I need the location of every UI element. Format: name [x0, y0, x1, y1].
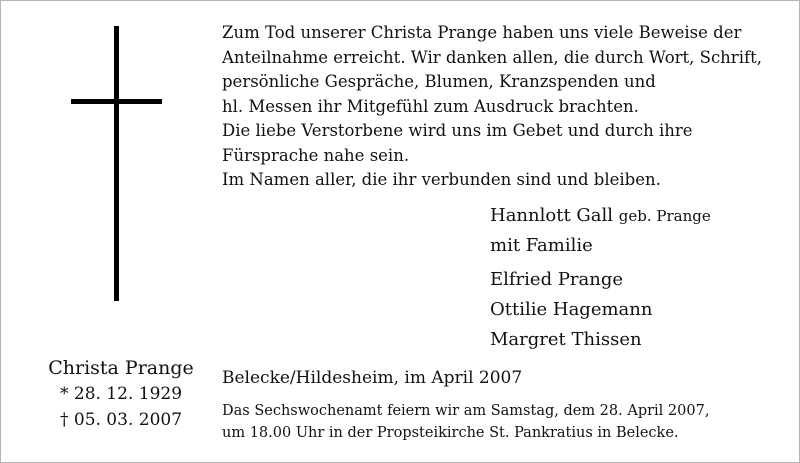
cross-vertical-bar — [114, 26, 119, 301]
mourner-name: Ottilie Hagemann — [490, 299, 653, 320]
service-line: Das Sechswochenamt feiern wir am Samstag, dem 28. April 2007, — [222, 403, 710, 419]
mourner-name: Hannlott Gall — [490, 205, 614, 226]
memorial-service-info — [222, 400, 709, 444]
message-line: hl. Messen ihr Mitgefühl zum Ausdruck brachten. — [222, 96, 639, 116]
cross-horizontal-bar — [71, 99, 162, 104]
message-line: Fürsprache nahe sein. — [222, 145, 410, 165]
birth-date: * 28. 12. 1929 — [59, 384, 183, 404]
cross-icon — [71, 26, 162, 301]
message-line: Die liebe Verstorbene wird uns im Gebet und durch ihre — [222, 121, 693, 140]
mourner-name: Margret Thissen — [490, 329, 642, 350]
place-and-date: Belecke/Hildesheim, im April 2007 — [222, 368, 523, 388]
message-line: Anteilnahme erreicht. Wir danken allen, die durch Wort, Schrift, — [222, 47, 762, 67]
maiden-name-note: geb. Prange — [618, 207, 711, 225]
deceased-info — [31, 355, 211, 433]
death-date: † 05. 03. 2007 — [59, 410, 183, 430]
message-line: Zum Tod unserer Christa Prange haben uns viele Beweise der — [222, 23, 742, 42]
mourner-family: mit Familie — [490, 235, 593, 256]
thank-you-message — [222, 21, 797, 193]
deceased-name: Christa Prange — [48, 357, 194, 379]
message-line: Im Namen aller, die ihr verbunden sind und bleiben. — [222, 170, 661, 189]
mourner-entry — [490, 201, 790, 231]
message-line: persönliche Gespräche, Blumen, Kranzspenden und — [222, 72, 656, 91]
mourners-list — [490, 201, 790, 355]
service-line: um 18.00 Uhr in der Propsteikirche St. Pankratius in Belecke. — [222, 425, 679, 441]
mourner-name: Elfried Prange — [490, 269, 624, 290]
